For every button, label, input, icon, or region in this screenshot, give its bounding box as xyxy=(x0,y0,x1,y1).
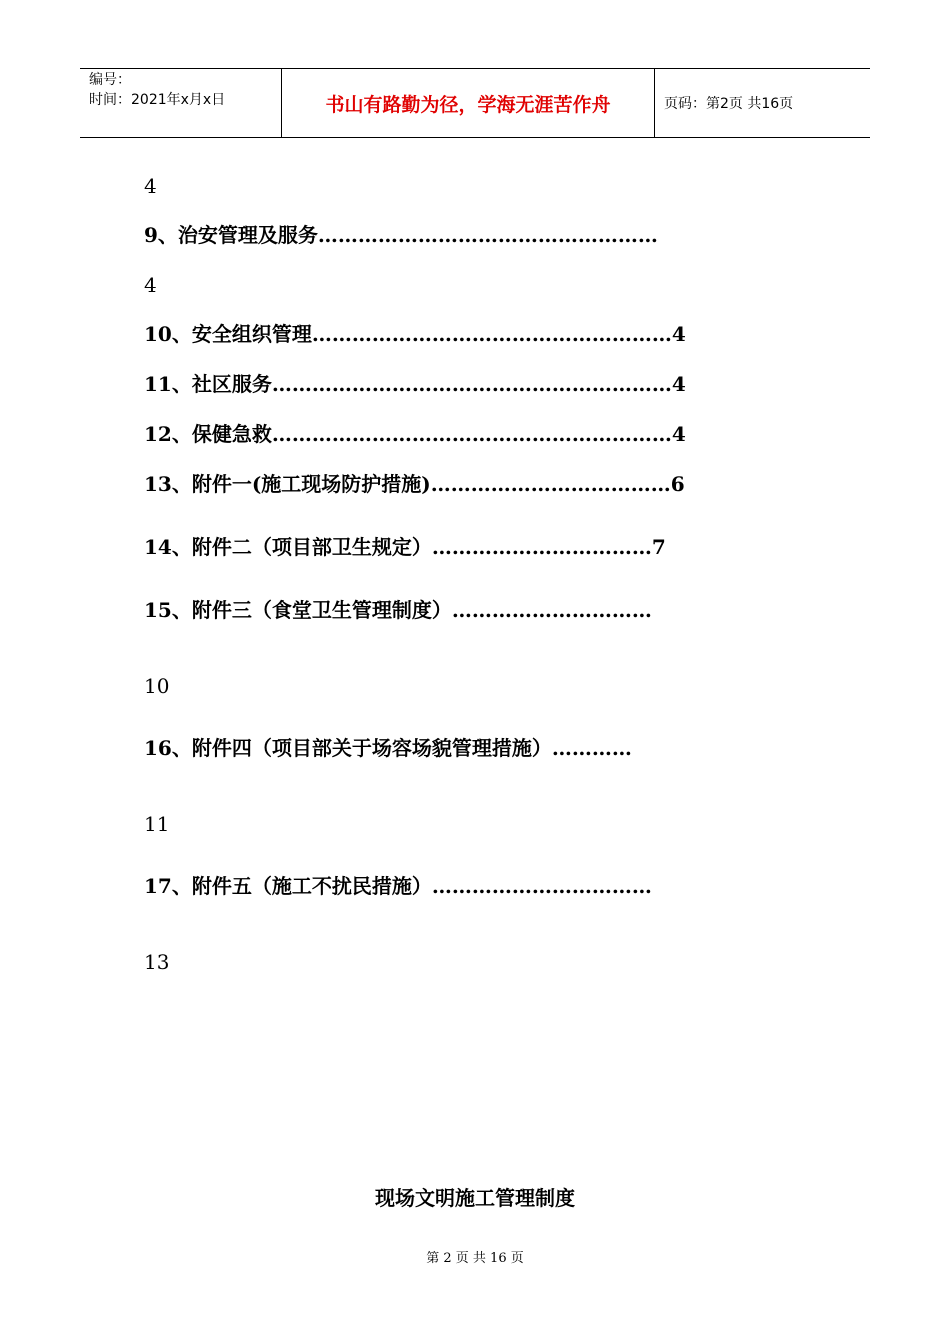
toc-entry: 13、附件一(施工现场防护措施)………………………………6 xyxy=(144,472,685,496)
toc-line: 4 xyxy=(144,273,157,297)
header-page-info: 页码：第2页 共16页 xyxy=(664,96,794,112)
page-header xyxy=(80,68,870,138)
toc-line: 10 xyxy=(144,674,170,698)
toc-entry: 11、社区服务……………………………………………………4 xyxy=(144,372,686,396)
header-page-cell xyxy=(655,69,870,137)
header-meta-cell xyxy=(80,69,282,137)
toc-entry: 9、治安管理及服务…………………………………………… xyxy=(144,223,658,247)
header-motto-cell xyxy=(282,69,655,137)
toc-entry: 16、附件四（项目部关于场容场貌管理措施）………… xyxy=(144,736,632,760)
toc-entry: 12、保健急救……………………………………………………4 xyxy=(144,422,686,446)
header-motto: 书山有路勤为径，学海无涯苦作舟 xyxy=(325,93,611,116)
page-footer: 第 2 页 共 16 页 xyxy=(426,1251,524,1266)
header-time-label: 时间：2021年x月x日 xyxy=(89,92,226,108)
header-number-label: 编号： xyxy=(89,72,131,88)
toc-line: 13 xyxy=(144,950,170,974)
toc-entry: 15、附件三（食堂卫生管理制度）………………………… xyxy=(144,598,652,622)
toc-entry: 10、安全组织管理………………………………………………4 xyxy=(144,322,686,346)
toc-entry: 14、附件二（项目部卫生规定）……………………………7 xyxy=(144,535,666,559)
document-title: 现场文明施工管理制度 xyxy=(375,1186,575,1210)
toc-line: 11 xyxy=(144,812,170,836)
toc-line: 4 xyxy=(144,174,157,198)
toc-entry: 17、附件五（施工不扰民措施）…………………………… xyxy=(144,874,652,898)
